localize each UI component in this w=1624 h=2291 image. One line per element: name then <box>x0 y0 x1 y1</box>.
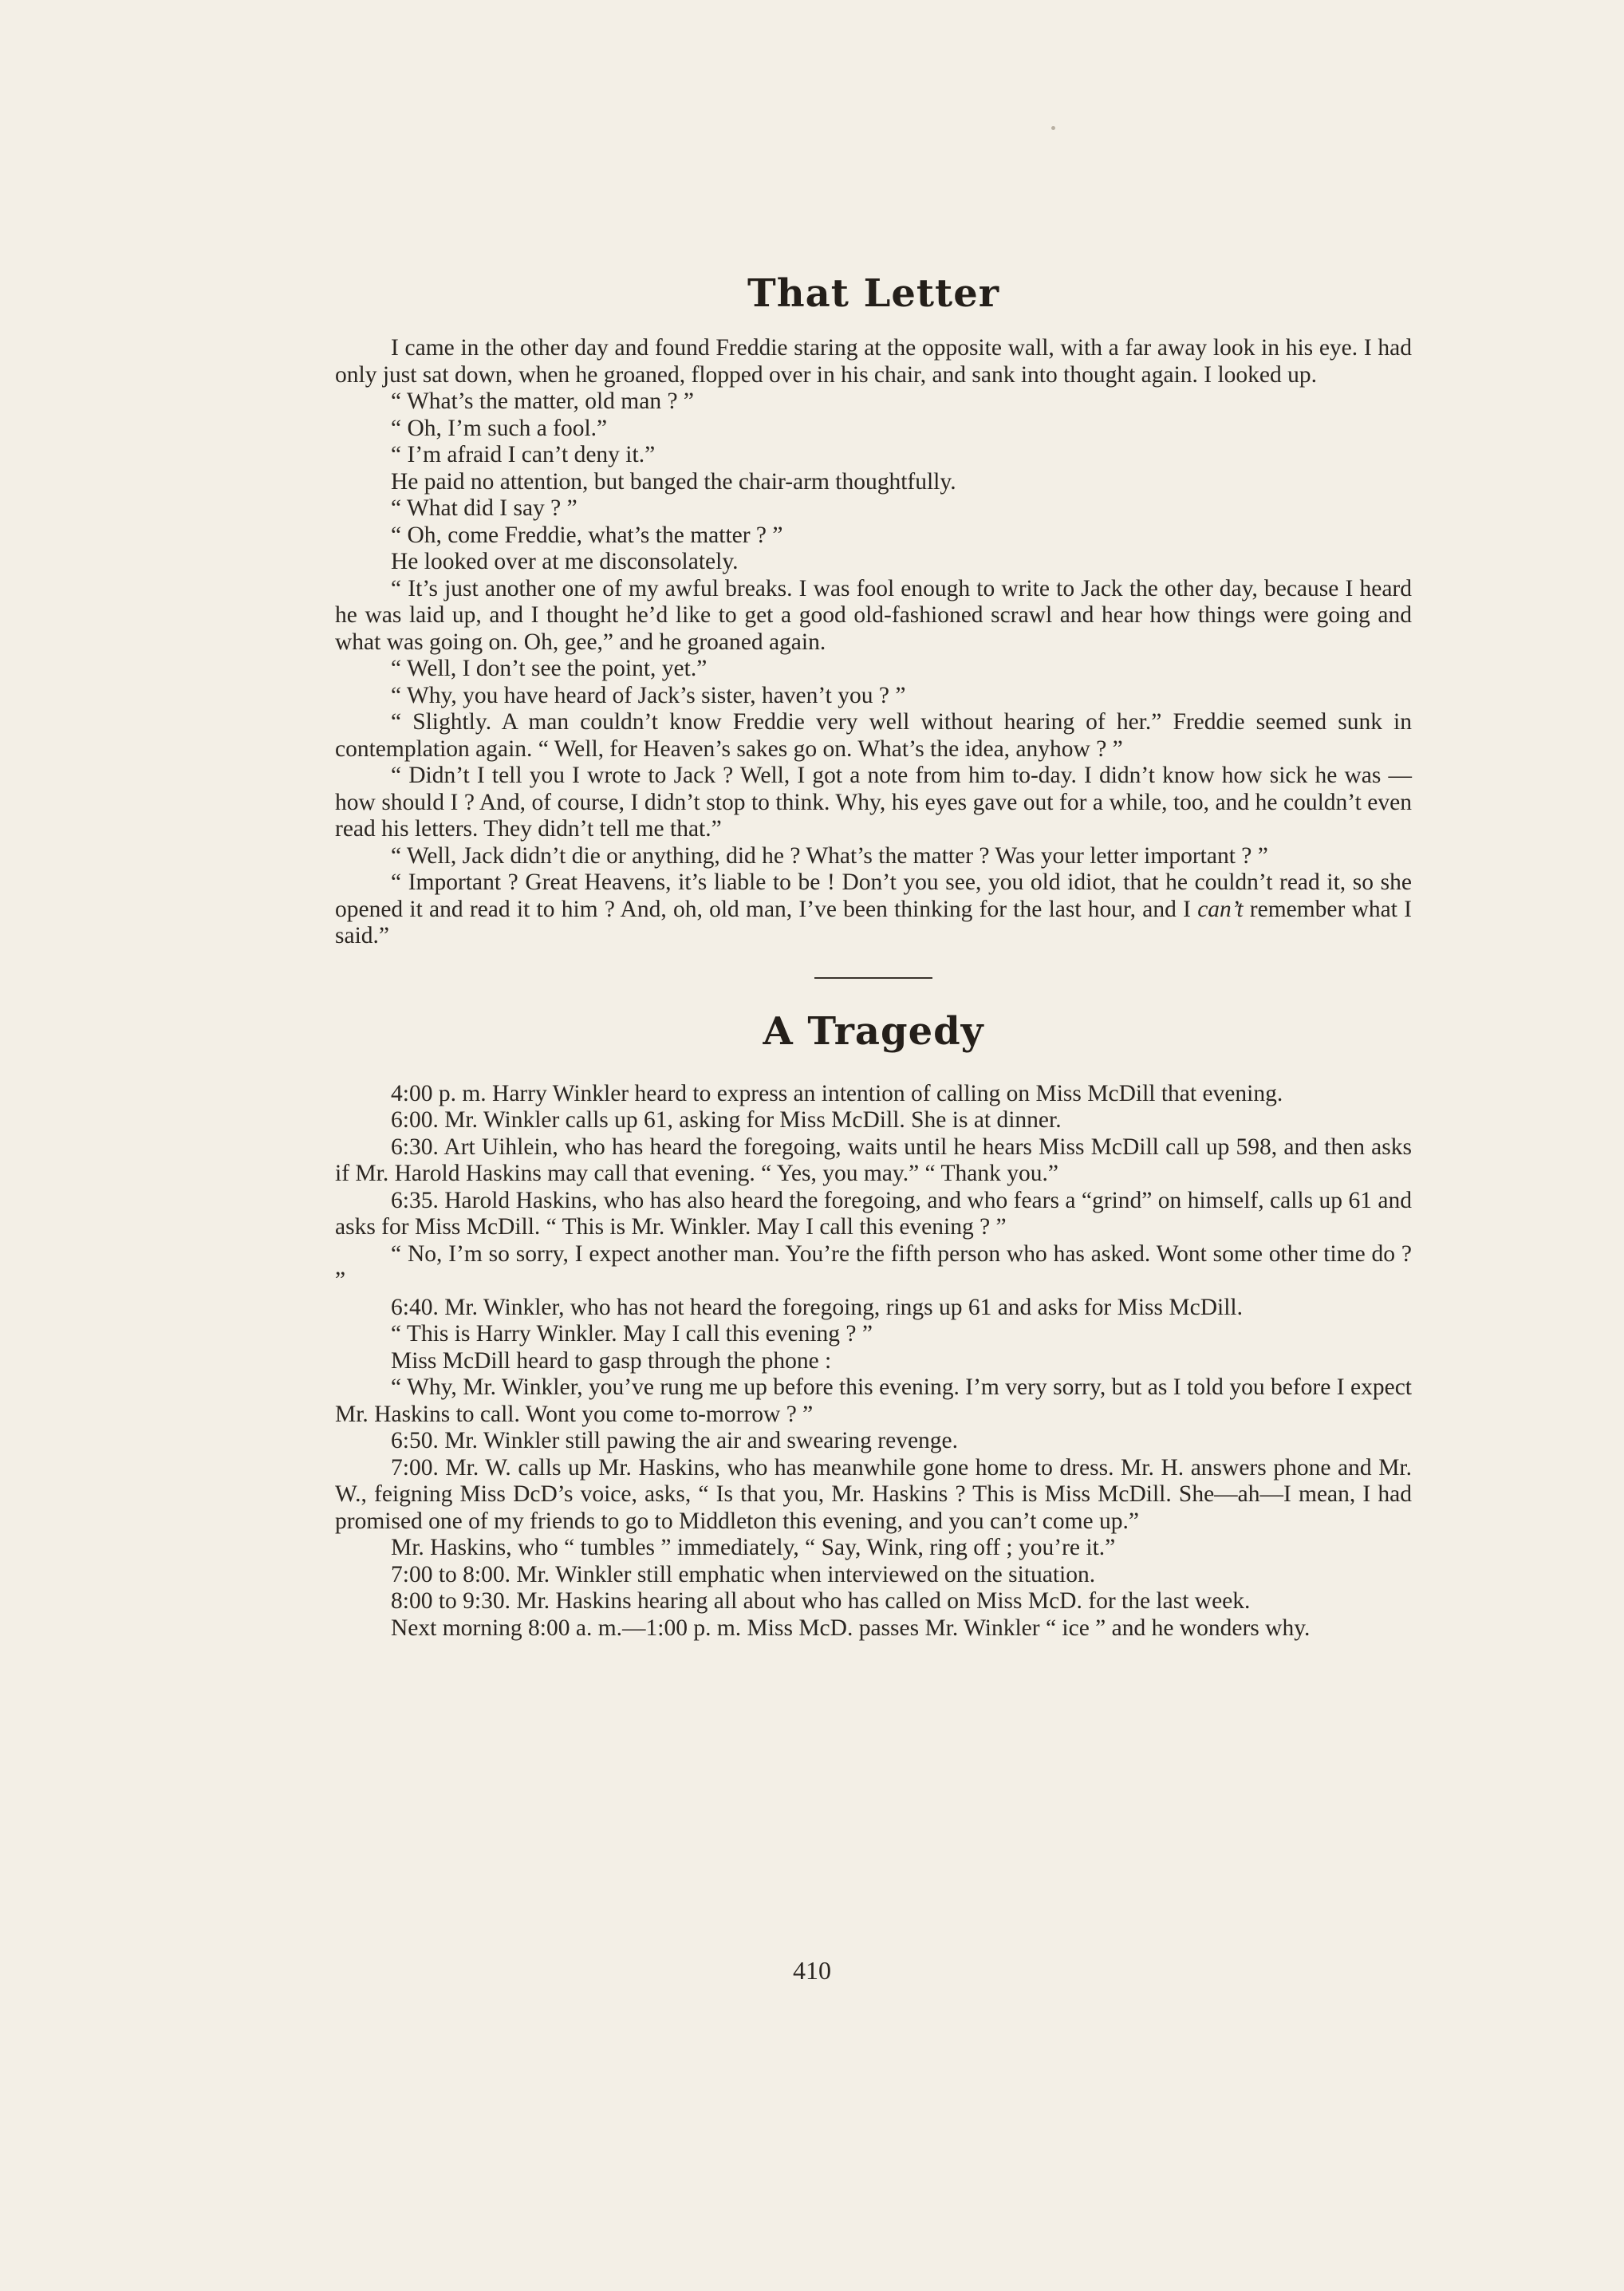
paragraph: He paid no attention, but banged the chair-arm thoughtfully. <box>391 468 956 495</box>
paragraph: “ Oh, come Freddie, what’s the matter ? ” <box>391 522 783 548</box>
paragraph: Next morning 8:00 a. m.—1:00 p. m. Miss McD. passes Mr. Winkler “ ice ” and he wonders why. <box>391 1615 1311 1641</box>
emphasized-word: can’t <box>1197 896 1244 922</box>
story-title-a-tragedy: A Tragedy <box>763 1008 984 1054</box>
paragraph: “ I’m afraid I can’t deny it.” <box>391 442 656 467</box>
paragraph: “ Why, Mr. Winkler, you’ve rung me up before this evening. I’m very sorry, but as I told you before I expect Mr. Haskins to call. Wont you come to-morrow ? ” <box>335 1374 1412 1427</box>
paragraph: “ Why, you have heard of Jack’s sister, haven’t you ? ” <box>391 682 906 708</box>
paragraph: “ No, I’m so sorry, I expect another man. You’re the fifth person who has asked. Wont some other time do ? ” <box>335 1240 1412 1293</box>
paragraph: “ Well, I don’t see the point, yet.” <box>391 656 708 681</box>
section-divider <box>814 977 932 979</box>
paragraph: 6:30. Art Uihlein, who has heard the foregoing, waits until he hears Miss McDill call up 598, and then asks if Mr. Harold Haskins may call that evening. “ Yes, you may.” “ Thank you.” <box>335 1134 1412 1186</box>
paragraph: 8:00 to 9:30. Mr. Haskins hearing all about who has called on Miss McD. for the last week. <box>391 1588 1251 1614</box>
story-body-a-tragedy <box>335 1081 1412 1642</box>
page-number: 410 <box>793 1956 831 1985</box>
paragraph: Miss McDill heard to gasp through the phone : <box>391 1347 832 1374</box>
paragraph: Mr. Haskins, who “ tumbles ” immediately, “ Say, Wink, ring off ; you’re it.” <box>391 1535 1116 1560</box>
page-content <box>335 271 1412 1642</box>
paragraph: 6:00. Mr. Winkler calls up 61, asking for Miss McDill. She is at dinner. <box>391 1107 1062 1133</box>
paragraph: “ This is Harry Winkler. May I call this evening ? ” <box>391 1321 873 1347</box>
paragraph-text: “ Important ? Great Heavens, it’s liable to be ! Don’t you see, you old idiot, that he couldn’t read it, so she opened it and read it to him ? And, oh, old man, I’ve been thinking for the last hour, and I <box>335 869 1412 922</box>
paragraph: “ What did I say ? ” <box>391 495 577 521</box>
paragraph: 6:50. Mr. Winkler still pawing the air and swearing revenge. <box>391 1428 959 1453</box>
paper-speck <box>1051 126 1055 130</box>
paragraph: “ Didn’t I tell you I wrote to Jack ? Well, I got a note from him to-day. I didn’t know how sick he was — how should I ? And, of course, I didn’t stop to think. Why, his eyes gave out for a while, too, and he couldn’t even read his letters. They didn’t tell me that.” <box>335 763 1412 842</box>
paragraph: 6:40. Mr. Winkler, who has not heard the foregoing, rings up 61 and asks for Miss McDill. <box>391 1294 1243 1320</box>
paragraph-text: remember what I said.” <box>335 896 1412 948</box>
paragraph: “ Oh, I’m such a fool.” <box>391 415 608 441</box>
paragraph: I came in the other day and found Freddie staring at the opposite wall, with a far away look in his eye. I had only just sat down, when he groaned, flopped over in his chair, and sank into thought again. I looked up. <box>335 335 1412 388</box>
story-body-that-letter <box>335 335 1412 950</box>
paragraph: 7:00 to 8:00. Mr. Winkler still emphatic when interviewed on the situation. <box>391 1561 1096 1587</box>
paragraph: He looked over at me disconsolately. <box>391 549 739 574</box>
paragraph <box>335 869 1412 950</box>
paragraph: “ What’s the matter, old man ? ” <box>391 388 694 414</box>
story-title-that-letter: That Letter <box>747 271 1000 316</box>
paragraph: 4:00 p. m. Harry Winkler heard to express an intention of calling on Miss McDill that evening. <box>391 1080 1283 1106</box>
paragraph: “ Slightly. A man couldn’t know Freddie very well without hearing of her.” Freddie seemed sunk in contemplation again. “ Well, for Heaven’s sakes go on. What’s the idea, anyhow ? ” <box>335 709 1412 762</box>
paragraph: 7:00. Mr. W. calls up Mr. Haskins, who has meanwhile gone home to dress. Mr. H. answers phone and Mr. W., feigning Miss DcD’s voice, asks, “ Is that you, Mr. Haskins ? This is Miss McDill. She—ah—I mean, I had promised one of my friends to go to Middleton this evening, and you can’t come up.” <box>335 1454 1412 1534</box>
paragraph: “ It’s just another one of my awful breaks. I was fool enough to write to Jack the other day, because I heard he was laid up, and I thought he’d like to get a good old-fashioned scrawl and hear how things were going and what was going on. Oh, gee,” and he groaned again. <box>335 575 1412 655</box>
paragraph: 6:35. Harold Haskins, who has also heard the foregoing, and who fears a “grind” on himself, calls up 61 and asks for Miss McDill. “ This is Mr. Winkler. May I call this evening ? ” <box>335 1187 1412 1240</box>
paragraph: “ Well, Jack didn’t die or anything, did he ? What’s the matter ? Was your letter important ? ” <box>391 842 1268 869</box>
